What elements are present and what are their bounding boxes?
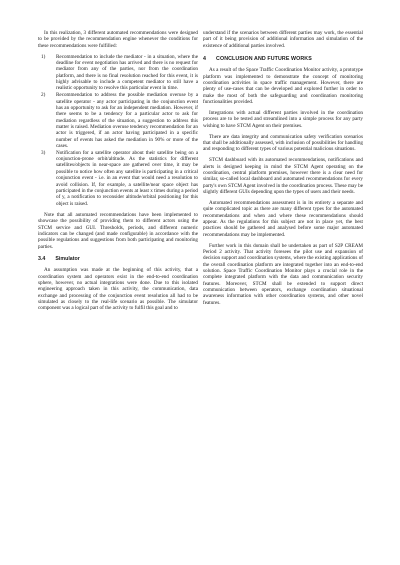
simulator-paragraph: An assumption was made at the beginning of this activity, that a coordination system and operators exist in the end-to-end coordination sphere, however, no actual integrations were done. Due to this isolated engineering approach taken in this activity, the communication, data exchange and processing of the conjunction event resolution all had to be simulated as closely to the real-life scenario as possible. The simulator component was a logical part of the activity to fulfil this goal and to — [38, 267, 198, 312]
body-paragraph: Integrations with actual different parties involved in the coordination process are to be tested and streamlined into a simple process for any party wishing to have STCM Agent on their premises. — [203, 110, 363, 129]
section-title: CONCLUSION AND FUTURE WORKS — [216, 56, 312, 63]
list-item — [38, 54, 198, 92]
list-item-number: 2) — [41, 92, 46, 99]
section-heading-simulator — [38, 256, 198, 262]
intro-paragraph: In this realization, 3 different automated recommendations were designed to be provided by the recommendation engine whenever the conditions for these recommendations were fulfilled: — [38, 30, 198, 49]
note-paragraph: Note that all automated recommendations have been implemented to showcase the possibility of providing them to different actors using the STCM service and GUI. Thresholds, periods, and different numeric indicators can be changed (and made configurable) in accordance with the possible regulations and suggestions from both participating and monitoring parties. — [38, 211, 198, 250]
section-heading-conclusion — [203, 56, 363, 62]
body-paragraph: Automated recommendations assessment is in its entirety a separate and quite complicated topic as there are many different types for the automated recommendations and when and where these recommendations should appear. As the regulations for this subject are not in place yet, the best practices should be gathered and analysed before some major automated recommendations may be implemented. — [203, 199, 363, 238]
section-number: 3.4 — [38, 255, 46, 262]
body-paragraph: Further work in this domain shall be undertaken as part of S2P CREAM Period 2 activity. That activity foresees the pilot use and expansion of decision support and coordination systems, where the existing applications of the overall coordination platform are integrated together into an end-to-end solution. Space Traffic Coordination Monitor plays a crucial role in the complete integrated platform with the data and communication security features. Moreover, STCM shall be extended to support direct communication between operators, exchange coordination situational awareness information with other coordination systems, and other novel features. — [203, 242, 363, 306]
list-item-text: Notification for a satellite operator about their satellite being on a conjunction-prone orbit/altitude. As the statistics for different satellites/objects in near-space are gathered over time, it may be possible to notice how often any satellite is participating in a critical conjunction event - i.e. in an event that would need a resolution to avoid collision. If, for example, a satellite/near space object has participated in the conjunction events at least x times during a period of y, a notification to reconsider altitude/orbital positioning for this object is raised. — [56, 149, 198, 207]
list-item-text: Recommendation to include the mediator - in a situation, where the deadline for event negotiation has arrived and there is no request for mediator from any of the parties, nor from the coordination platform, and there is no final resolution reached for this event, it is highly advisable to include a competent mediator to still have a realistic opportunity to resolve this particular event in time. — [56, 53, 198, 92]
section-number: 4 — [203, 56, 207, 63]
left-column — [38, 30, 198, 316]
list-item-number: 3) — [41, 149, 46, 156]
list-item — [38, 92, 198, 149]
list-item — [38, 150, 198, 207]
list-item-number: 1) — [41, 53, 46, 60]
body-paragraph: STCM dashboard with its automated recommendations, notifications and alerts is designed keeping in mind the STCM Agent operating on the coordination, central platform premises, however there is a clear need for similar, so-called local dashboard and automated recommendations for every party's own STCM Agent involved in the coordination process. These may be slightly different GUIs depending upon the types of users and their needs. — [203, 157, 363, 195]
body-paragraph: As a result of the Space Traffic Coordination Monitor activity, a prototype platform was implemented to demonstrate the concept of monitoring coordination activities in space traffic management. However, there are plenty of use-cases that can be developed and explored further in order to make the most of both the safeguarding and coordination monitoring functionalities provided. — [203, 67, 363, 106]
continuation-paragraph: understand if the scenarios between different parties may work, the essential part of it being provision of additional information and simulation of the existence of additional parties involved. — [203, 30, 363, 49]
list-item-text: Recommendation to address the possible mediation overuse by a satellite operator - any actor participating in the conjunction event has an opportunity to ask for an independent mediation. However, if there seems to be a tendency for a particular actor to ask for mediation regardless of the situation, a suggestion to address this matter is raised. Mediation overuse tendency recommendation for an actor is triggered, if an actor having participated in a specific number of events has asked the mediation in 90% or more of the cases. — [56, 92, 198, 149]
recommendations-list — [38, 54, 198, 207]
section-title: Simulator — [55, 255, 80, 262]
body-paragraph: There are data integrity and communication safety verification scenarios that shall be additionally assessed, with inclusion of possibilities for handling and responding to different types of various potential malicious situations. — [203, 133, 363, 153]
right-column — [203, 30, 363, 311]
